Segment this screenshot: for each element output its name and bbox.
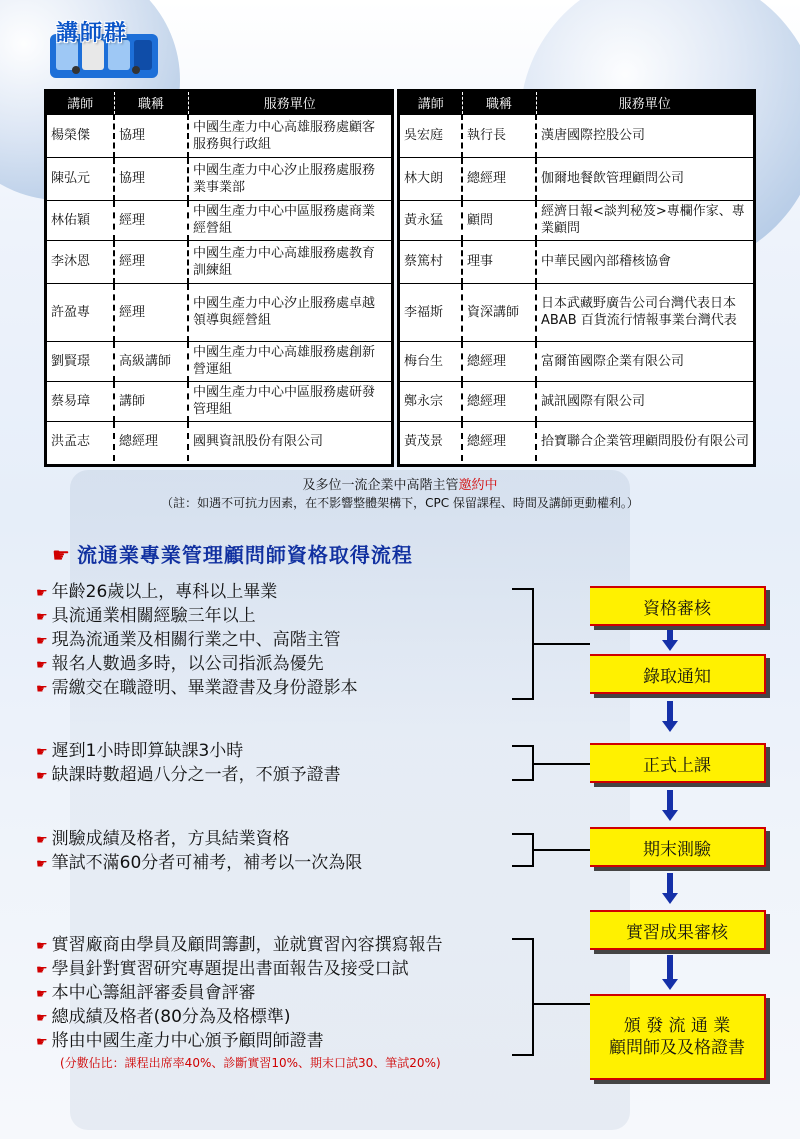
lecturer-title: 總經理 <box>462 157 536 200</box>
requirement-text: 實習廠商由學員及顧問籌劃，並就實習內容撰寫報告 <box>51 935 443 955</box>
requirement-text: 測驗成績及格者，方具結業資格 <box>51 829 290 849</box>
arrow-down-icon <box>663 790 677 821</box>
arrow-down-icon <box>663 873 677 904</box>
pointing-hand-icon: ☛ <box>36 682 48 697</box>
pointing-hand-icon: ☛ <box>36 1011 48 1026</box>
lecturer-unit: 誠訊國際有限公司 <box>536 381 753 421</box>
table-row <box>400 341 753 381</box>
requirement-item <box>36 958 443 982</box>
lecturer-title: 執行長 <box>462 114 536 157</box>
requirement-item <box>36 605 358 629</box>
pointing-hand-icon: ☛ <box>36 987 48 1002</box>
requirement-text: 本中心籌組評審委員會評審 <box>51 983 256 1003</box>
col-header-name: 講師 <box>47 92 114 114</box>
pointing-hand-icon: ☛ <box>36 963 48 978</box>
lecturer-unit: 拾寶聯合企業管理顧問股份有限公司 <box>536 421 753 461</box>
badge-title: 講師群 <box>56 21 129 46</box>
table-row <box>400 381 753 421</box>
col-header-title: 職稱 <box>114 92 188 114</box>
certificate-line-2: 顧問師及及格證書 <box>609 1038 745 1058</box>
bracket-connector-1 <box>534 643 590 645</box>
requirement-text: 將由中國生產力中心頒予顧問師證書 <box>51 1031 324 1051</box>
requirement-item <box>36 740 341 764</box>
invitation-status: 邀約中 <box>458 478 498 493</box>
lecturer-unit: 經濟日報<談判秘笈>專欄作家、專業顧問 <box>536 200 753 240</box>
requirements-group-2 <box>36 740 341 788</box>
bracket-connector-2 <box>534 763 590 765</box>
lecturer-name: 鄭永宗 <box>400 381 462 421</box>
requirement-item <box>36 1006 443 1030</box>
bracket-connector-3 <box>534 849 590 851</box>
lecturer-name: 洪孟志 <box>47 421 114 461</box>
lecturer-title: 經理 <box>114 240 188 283</box>
lecturer-name: 梅台生 <box>400 341 462 381</box>
lecturer-unit: 中國生產力中心高雄服務處顧客服務與行政組 <box>188 114 391 157</box>
step-internship-review: 實習成果審核 <box>590 910 766 950</box>
lecturer-name: 蔡易璋 <box>47 381 114 421</box>
lecturer-title: 總經理 <box>462 341 536 381</box>
lecturer-name: 陳弘元 <box>47 157 114 200</box>
lecturer-title: 講師 <box>114 381 188 421</box>
pointing-hand-icon: ☛ <box>36 610 48 625</box>
lecturer-title: 協理 <box>114 114 188 157</box>
lecturer-unit: 中國生產力中心汐止服務處卓越領導與經營組 <box>188 283 391 341</box>
table-row <box>47 381 391 421</box>
table-row <box>47 114 391 157</box>
lecturer-unit: 國興資訊股份有限公司 <box>188 421 391 461</box>
requirement-text: 具流通業相關經驗三年以上 <box>51 606 256 626</box>
bracket-connector-4 <box>534 1003 590 1005</box>
requirement-item <box>36 934 443 958</box>
table-row <box>47 341 391 381</box>
requirement-text: 總成績及格者(80分為及格標準) <box>51 1007 291 1027</box>
lecturer-title: 總經理 <box>462 381 536 421</box>
score-breakdown-note: (分數佔比：課程出席率40%、診斷實習10%、期末口試30、筆試20%) <box>60 1056 441 1070</box>
pointing-hand-icon: ☛ <box>36 586 48 601</box>
certificate-line-1: 頒 發 流 通 業 <box>623 1016 731 1036</box>
lecturer-unit: 中國生產力中心高雄服務處教育訓練組 <box>188 240 391 283</box>
table-row <box>400 283 753 341</box>
lecturer-title: 協理 <box>114 157 188 200</box>
lecturer-title: 理事 <box>462 240 536 283</box>
requirement-text: 報名人數過多時，以公司指派為優先 <box>51 654 324 674</box>
requirement-item <box>36 581 358 605</box>
requirements-group-3 <box>36 828 362 876</box>
lecturer-name: 林大朗 <box>400 157 462 200</box>
lecturer-unit: 中國生產力中心中區服務處研發管理組 <box>188 381 391 421</box>
table-row <box>47 421 391 461</box>
bracket-group-2 <box>512 745 534 781</box>
step-qualification-review: 資格審核 <box>590 586 766 626</box>
pointing-hand-icon: ☛ <box>36 833 48 848</box>
requirement-item <box>36 982 443 1006</box>
lecturer-table-left <box>44 89 394 467</box>
bracket-group-4 <box>512 938 534 1056</box>
lecturer-unit: 漢唐國際控股公司 <box>536 114 753 157</box>
pointing-hand-icon: ☛ <box>36 658 48 673</box>
lecturer-name: 林佑穎 <box>47 200 114 240</box>
requirements-group-1 <box>36 581 358 701</box>
requirement-item <box>36 764 341 788</box>
section-title <box>52 539 413 568</box>
pointing-hand-icon: ☛ <box>36 769 48 784</box>
lecturer-title: 顧問 <box>462 200 536 240</box>
pointing-hand-icon: ☛ <box>52 543 71 567</box>
table-row <box>47 157 391 200</box>
table-row <box>47 200 391 240</box>
pointing-hand-icon: ☛ <box>36 634 48 649</box>
lecturer-table-right <box>397 89 756 467</box>
lecturer-name: 黃茂景 <box>400 421 462 461</box>
lecturer-title: 經理 <box>114 283 188 341</box>
col-header-unit: 服務單位 <box>536 92 753 114</box>
pointing-hand-icon: ☛ <box>36 857 48 872</box>
requirement-item <box>36 677 358 701</box>
lecturer-name: 劉賢璟 <box>47 341 114 381</box>
lecturer-unit: 中國生產力中心中區服務處商業經營組 <box>188 200 391 240</box>
lecturer-name: 許盈專 <box>47 283 114 341</box>
arrow-down-icon <box>663 630 677 651</box>
table-row <box>47 240 391 283</box>
requirement-text: 學員針對實習研究專題提出書面報告及接受口試 <box>51 959 409 979</box>
lecturer-title: 總經理 <box>114 421 188 461</box>
arrow-down-icon <box>663 955 677 990</box>
pointing-hand-icon: ☛ <box>36 939 48 954</box>
lecturer-name: 黃永猛 <box>400 200 462 240</box>
table-row <box>400 421 753 461</box>
step-certificate-award <box>590 994 766 1080</box>
disclaimer-note: （註：如遇不可抗力因素，在不影響整體架構下，CPC 保留課程、時間及講師更動權利。） <box>161 496 639 510</box>
lecturer-title: 資深講師 <box>462 283 536 341</box>
requirement-item <box>36 653 358 677</box>
lecturer-title: 高級講師 <box>114 341 188 381</box>
lecturer-name: 楊榮傑 <box>47 114 114 157</box>
lecturer-unit: 富爾笛國際企業有限公司 <box>536 341 753 381</box>
lecturer-name: 吳宏庭 <box>400 114 462 157</box>
table-row <box>400 157 753 200</box>
invitation-note-text: 及多位一流企業中高階主管 <box>302 478 459 493</box>
requirement-text: 缺課時數超過八分之一者，不頒予證書 <box>51 765 341 785</box>
table-row <box>400 240 753 283</box>
pointing-hand-icon: ☛ <box>36 745 48 760</box>
table-row <box>47 283 391 341</box>
arrow-down-icon <box>663 701 677 732</box>
lecturer-unit: 中國生產力中心汐止服務處服務業事業部 <box>188 157 391 200</box>
step-start-class: 正式上課 <box>590 743 766 783</box>
col-header-unit: 服務單位 <box>188 92 391 114</box>
bracket-group-1 <box>512 588 534 700</box>
col-header-title: 職稱 <box>462 92 536 114</box>
lecturer-name: 蔡篤村 <box>400 240 462 283</box>
requirement-item <box>36 1030 443 1054</box>
lecturer-unit: 日本武藏野廣告公司台灣代表日本 ABAB 百貨流行情報事業台灣代表 <box>536 283 753 341</box>
invitation-note <box>0 474 800 493</box>
requirement-text: 遲到1小時即算缺課3小時 <box>51 741 244 761</box>
lecturer-title: 總經理 <box>462 421 536 461</box>
section-title-text: 流通業專業管理顧問師資格取得流程 <box>76 543 413 567</box>
requirement-item <box>36 852 362 876</box>
table-row <box>400 114 753 157</box>
table-row <box>400 200 753 240</box>
requirement-text: 現為流通業及相關行業之中、高階主管 <box>51 630 341 650</box>
requirement-text: 年齡26歲以上，專科以上畢業 <box>51 582 278 602</box>
requirement-text: 需繳交在職證明、畢業證書及身份證影本 <box>51 678 358 698</box>
col-header-name: 講師 <box>400 92 462 114</box>
lecturer-unit: 中華民國內部稽核協會 <box>536 240 753 283</box>
lecturer-name: 李沐恩 <box>47 240 114 283</box>
lecturer-unit: 伽爾地餐飲管理顧問公司 <box>536 157 753 200</box>
requirements-group-4 <box>36 934 443 1054</box>
step-admission-notice: 錄取通知 <box>590 654 766 694</box>
lecturer-unit: 中國生產力中心高雄服務處創新營運組 <box>188 341 391 381</box>
bracket-group-3 <box>512 833 534 867</box>
requirement-item <box>36 629 358 653</box>
step-final-exam: 期末測驗 <box>590 827 766 867</box>
requirement-item <box>36 828 362 852</box>
lecturer-title: 經理 <box>114 200 188 240</box>
requirement-text: 筆試不滿60分者可補考，補考以一次為限 <box>51 853 363 873</box>
lecturer-name: 李福斯 <box>400 283 462 341</box>
pointing-hand-icon: ☛ <box>36 1035 48 1050</box>
